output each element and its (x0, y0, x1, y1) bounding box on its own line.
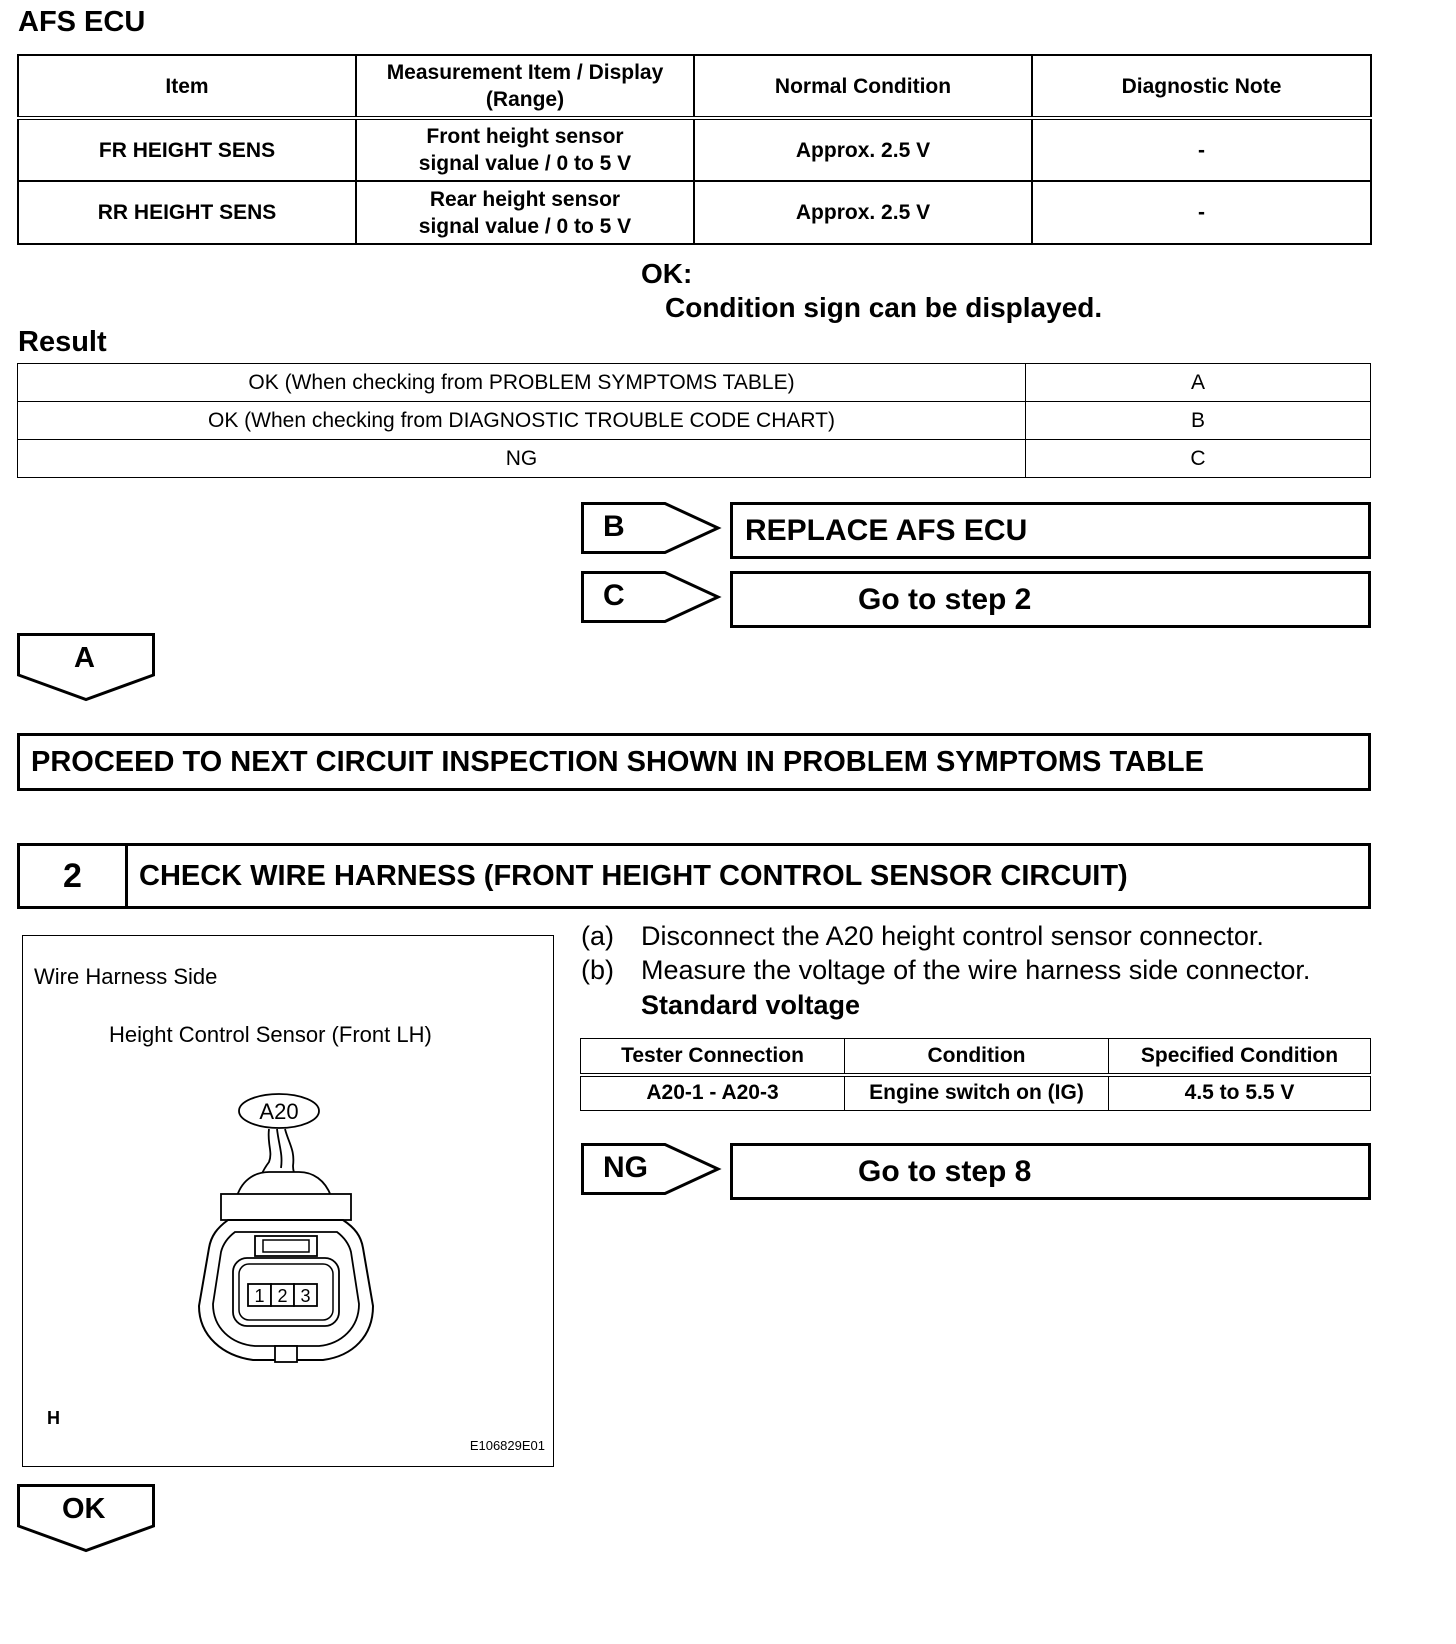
right-arrow-icon (581, 1143, 721, 1195)
ng-arrow (581, 1143, 721, 1195)
instruction-a (581, 921, 1264, 952)
ng-action-text: Go to step 8 (858, 1154, 1032, 1188)
branch-c-action (730, 571, 1371, 628)
branch-b-action (730, 502, 1371, 559)
connector-drawing (23, 936, 555, 1468)
cell: A20-1 - A20-3 (581, 1075, 845, 1111)
header-specified-condition: Specified Condition (1109, 1039, 1371, 1075)
header-diagnostic-note: Diagnostic Note (1032, 55, 1371, 118)
connector-id-text: A20 (259, 1099, 299, 1124)
cell: B (1026, 402, 1371, 440)
instruction-a-text: Disconnect the A20 height control sensor connector. (641, 921, 1264, 951)
pin-2-label: 2 (277, 1286, 288, 1306)
branch-b-action-text: REPLACE AFS ECU (745, 513, 1028, 547)
ok-text: Condition sign can be displayed. (665, 292, 1103, 323)
branch-c-arrow (581, 571, 721, 623)
connector-key (275, 1346, 297, 1362)
table-row (18, 440, 1371, 478)
instruction-b-marker: (b) (581, 955, 614, 985)
cell: RR HEIGHT SENS (18, 181, 356, 244)
cell: Front height sensor signal value / 0 to 5 V (356, 118, 694, 181)
instruction-a-marker: (a) (581, 921, 614, 951)
cell: FR HEIGHT SENS (18, 118, 356, 181)
cell: OK (When checking from PROBLEM SYMPTOMS TABLE) (18, 364, 1026, 402)
ng-action (730, 1143, 1371, 1200)
table-row (581, 1075, 1371, 1111)
measurement-table (17, 54, 1372, 245)
proceed-box (17, 733, 1371, 791)
header-condition: Condition (845, 1039, 1109, 1075)
cell: A (1026, 364, 1371, 402)
table-row (18, 118, 1371, 181)
instruction-b (581, 955, 1311, 986)
cell: 4.5 to 5.5 V (1109, 1075, 1371, 1111)
connector-latch (255, 1236, 317, 1256)
down-arrow-ok-label: OK (62, 1493, 106, 1525)
section-title: AFS ECU (18, 6, 146, 38)
step-title-text: CHECK WIRE HARNESS (FRONT HEIGHT CONTROL SENSOR CIRCUIT) (139, 859, 1128, 892)
figure-side-label: Wire Harness Side (34, 964, 218, 989)
header-item: Item (18, 55, 356, 118)
table-row (18, 402, 1371, 440)
figure-sensor-label: Height Control Sensor (Front LH) (109, 1022, 432, 1047)
table-row (18, 181, 1371, 244)
ok-label: OK: (641, 258, 693, 289)
result-table (17, 363, 1371, 478)
standard-table (580, 1038, 1371, 1111)
branch-c-label: C (603, 579, 625, 612)
proceed-text: PROCEED TO NEXT CIRCUIT INSPECTION SHOWN IN PROBLEM SYMPTOMS TABLE (31, 745, 1204, 778)
figure-corner-letter: H (47, 1408, 60, 1428)
pin-1-label: 1 (254, 1286, 265, 1306)
connector-figure (22, 935, 554, 1467)
cell: Engine switch on (IG) (845, 1075, 1109, 1111)
branch-c-action-text: Go to step 2 (858, 582, 1032, 616)
down-arrow-a-label: A (74, 642, 95, 674)
down-arrow-a (17, 633, 155, 701)
wire-cover (237, 1172, 331, 1196)
standard-label: Standard voltage (641, 990, 861, 1020)
cell: - (1032, 118, 1371, 181)
branch-b-label: B (603, 510, 625, 543)
header-tester-connection: Tester Connection (581, 1039, 845, 1075)
cell: Approx. 2.5 V (694, 181, 1032, 244)
header-measurement-item: Measurement Item / Display (Range) (356, 55, 694, 118)
cell: NG (18, 440, 1026, 478)
pin-3-label: 3 (300, 1286, 311, 1306)
right-arrow-icon (581, 502, 721, 554)
instruction-b-text: Measure the voltage of the wire harness side connector. (641, 955, 1311, 985)
step-number (20, 846, 128, 906)
cell: - (1032, 181, 1371, 244)
down-arrow-ok (17, 1484, 155, 1552)
right-arrow-icon (581, 571, 721, 623)
cell: Rear height sensor signal value / 0 to 5 V (356, 181, 694, 244)
step-number-text: 2 (63, 856, 82, 895)
header-normal-condition: Normal Condition (694, 55, 1032, 118)
figure-code: E106829E01 (469, 1438, 545, 1453)
branch-b-arrow (581, 502, 721, 554)
cell: OK (When checking from DIAGNOSTIC TROUBLE CODE CHART) (18, 402, 1026, 440)
ng-label: NG (603, 1151, 648, 1184)
result-title: Result (18, 326, 107, 358)
step-header (17, 843, 1371, 909)
cell: Approx. 2.5 V (694, 118, 1032, 181)
table-row (18, 364, 1371, 402)
connector-top-block (221, 1194, 351, 1220)
step-title (128, 846, 1368, 906)
cell: C (1026, 440, 1371, 478)
